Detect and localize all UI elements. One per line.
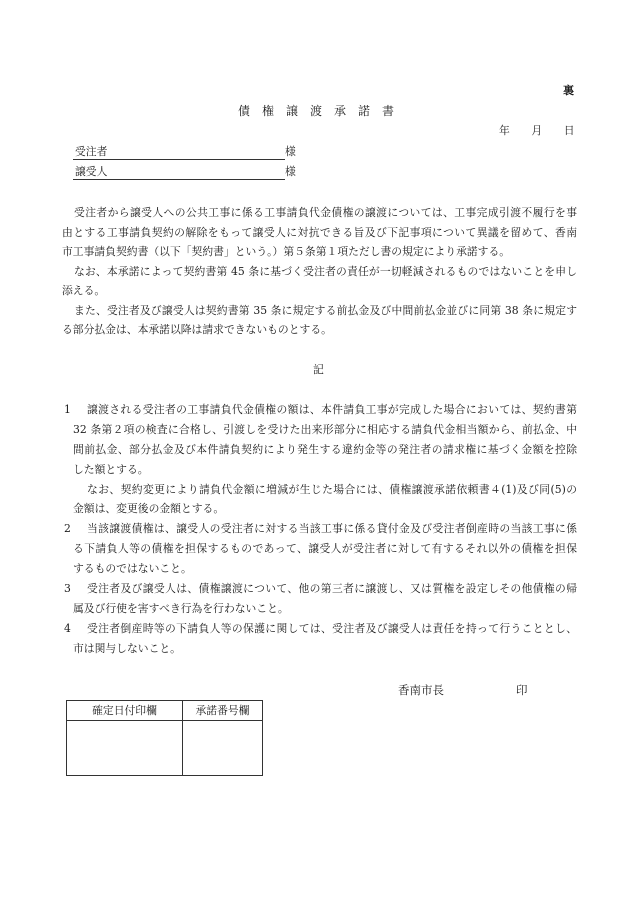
item-line: 市は関与しないこと。 — [73, 641, 181, 655]
preamble-line: 市工事請負契約書（以下「契約書」という。）第５条第１項ただし書の規定により承諾する。 — [62, 245, 511, 258]
conditions-list — [62, 400, 577, 659]
condition-item — [62, 619, 577, 659]
stamp-table-header-row — [67, 701, 263, 721]
item-note-line: 金額は、変更後の金額とする。 — [73, 502, 225, 516]
condition-item — [62, 579, 577, 619]
preamble-line: る部分払金は、本承諾以降は請求できないものとする。 — [62, 323, 332, 336]
preamble-paragraph — [62, 301, 577, 340]
item-number: 2 — [64, 522, 71, 536]
item-number: 3 — [64, 582, 71, 596]
item-line: る下請負人等の債権を担保するものであって、譲受人が受注者に対して有するそれ以外の債権を担保 — [73, 542, 577, 556]
preamble-paragraph — [62, 203, 577, 262]
item-number: 1 — [64, 403, 71, 416]
item-line: した額とする。 — [73, 462, 149, 476]
reverse-side-mark: 裏 — [563, 84, 574, 97]
item-line: 32 条第２項の検査に合格し、引渡しを受けた出来形部分に相応する請負代金相当額から、前払金、中 — [73, 422, 577, 436]
preamble-line: 受注者から譲受人への公共工事に係る工事請負代金債権の譲渡については、工事完成引渡不履行を事 — [74, 206, 577, 219]
preamble-line: 由とする工事請負契約の解除をもって譲受人に対抗できる旨及び下記事項について異議を留めて、香南 — [62, 225, 577, 239]
stamp-table-body-row — [67, 721, 263, 776]
date-line: 年 月 日 — [499, 124, 575, 137]
seal-mark: 印 — [516, 683, 528, 697]
recipient-assignee — [73, 165, 313, 180]
date-stamp-header: 確定日付印欄 — [67, 701, 183, 721]
item-line: 受注者及び譲受人は、債権譲渡について、他の第三者に譲渡し、又は質権を設定しその他債権の帰 — [87, 582, 577, 596]
item-line: 当該譲渡債権は、譲受人の受注者に対する当該工事に係る貸付金及び受注者倒産時の当該工事に係 — [87, 522, 577, 536]
recipient-label: 受注者 — [73, 145, 285, 160]
signatory-name: 香南市長 — [398, 683, 444, 697]
approval-number-cell — [183, 721, 263, 776]
recipient-label: 譲受人 — [73, 165, 285, 180]
item-line: 受注者倒産時等の下請負人等の保護に関しては、受注者及び譲受人は責任を持って行うこととし、 — [87, 621, 577, 635]
preamble-line: 添える。 — [62, 284, 106, 297]
recipient-honorific: 様 — [285, 165, 296, 178]
condition-item — [62, 519, 577, 579]
document-title: 債 権 譲 渡 承 諾 書 — [238, 104, 395, 118]
notation-heading: 記 — [313, 363, 324, 376]
date-stamp-cell — [67, 721, 183, 776]
condition-item — [62, 400, 577, 519]
approval-number-header: 承諾番号欄 — [183, 701, 263, 721]
item-note-line: なお、契約変更により請負代金額に増減が生じた場合には、債権譲渡承諾依頼書４(1)及び同(5)の — [87, 482, 577, 496]
preamble — [62, 203, 577, 340]
recipient-contractor — [73, 145, 313, 160]
item-number: 4 — [64, 621, 71, 635]
item-line: 譲渡される受注者の工事請負代金債権の額は、本件請負工事が完成した場合においては、契約書第 — [87, 403, 577, 416]
item-line: 属及び行使を害すべき行為を行わないこと。 — [73, 601, 289, 615]
preamble-paragraph — [62, 262, 577, 301]
item-line: するものではないこと。 — [73, 562, 192, 576]
recipient-honorific: 様 — [285, 145, 296, 158]
preamble-line: なお、本承諾によって契約書第 45 条に基づく受注者の責任が一切軽減されるものではないことを申し — [74, 264, 577, 278]
item-line: 間前払金、部分払金及び本件請負契約により発生する違約金等の発注者の請求権に基づく金額を控除 — [73, 442, 577, 456]
preamble-line: また、受注者及び譲受人は契約書第 35 条に規定する前払金及び中間前払金並びに同第 38 条に規定す — [74, 303, 577, 317]
stamp-table — [66, 700, 263, 776]
